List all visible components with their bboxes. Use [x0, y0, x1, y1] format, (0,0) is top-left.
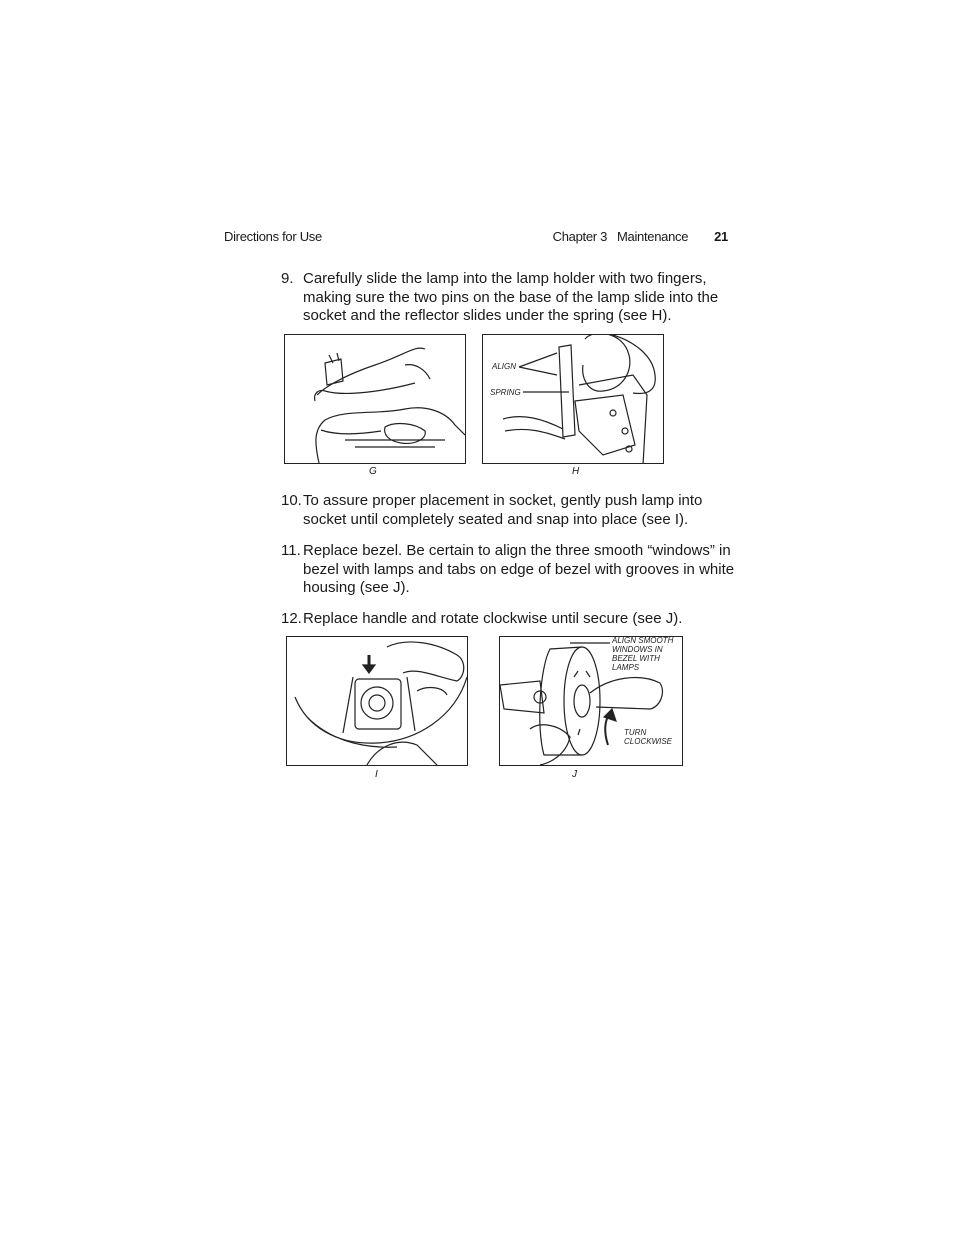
step-12 [281, 610, 741, 629]
step-9 [281, 270, 741, 326]
step-11 [281, 542, 741, 598]
figure-h-caption: H [572, 466, 580, 477]
figure-j-label-turn-line2: CLOCKWISE [624, 737, 673, 746]
running-header-title: Directions for Use [224, 229, 322, 244]
step-10 [281, 492, 741, 529]
section-label: Maintenance [616, 229, 689, 244]
figure-h-label-align: ALIGN [492, 362, 517, 371]
step-number: 11. [281, 542, 301, 559]
figure-j-label-turn-line1: TURN [624, 728, 647, 737]
chapter-label: Chapter 3 [552, 229, 608, 244]
running-header-chapter [553, 229, 728, 244]
figure-h-label-spring: SPRING [490, 388, 521, 397]
step-text: To assure proper placement in socket, gently push lamp into socket until completely seated and snap into place (see I). [303, 492, 703, 528]
figure-j-illustration [499, 636, 683, 766]
figure-j-caption: J [572, 769, 577, 780]
figure-g-illustration [284, 334, 466, 464]
step-number: 9. [281, 270, 294, 287]
page-number: 21 [714, 229, 728, 244]
figure-g-caption: G [369, 466, 377, 477]
step-text: Carefully slide the lamp into the lamp holder with two fingers, making sure the two pins on the base of the lamp slide into the socket and the reflector slides under the spring (see H). [303, 270, 719, 324]
figure-h-illustration [482, 334, 664, 464]
step-number: 10. [281, 492, 302, 509]
step-text: Replace handle and rotate clockwise until secure (see J). [303, 610, 683, 627]
figure-j-label-align-line2: WINDOWS IN [612, 645, 663, 654]
figure-i-illustration [286, 636, 468, 766]
step-text: Replace bezel. Be certain to align the three smooth “windows” in bezel with lamps and tabs on edge of bezel with grooves in white housing (see J). [303, 542, 735, 596]
figure-j-label-align-line1: ALIGN SMOOTH [612, 637, 674, 645]
figure-j-label-align-line3: BEZEL WITH [612, 654, 660, 663]
figure-j-label-align-line4: LAMPS [612, 663, 640, 672]
step-number: 12. [281, 610, 302, 627]
figure-i-caption: I [375, 769, 378, 780]
